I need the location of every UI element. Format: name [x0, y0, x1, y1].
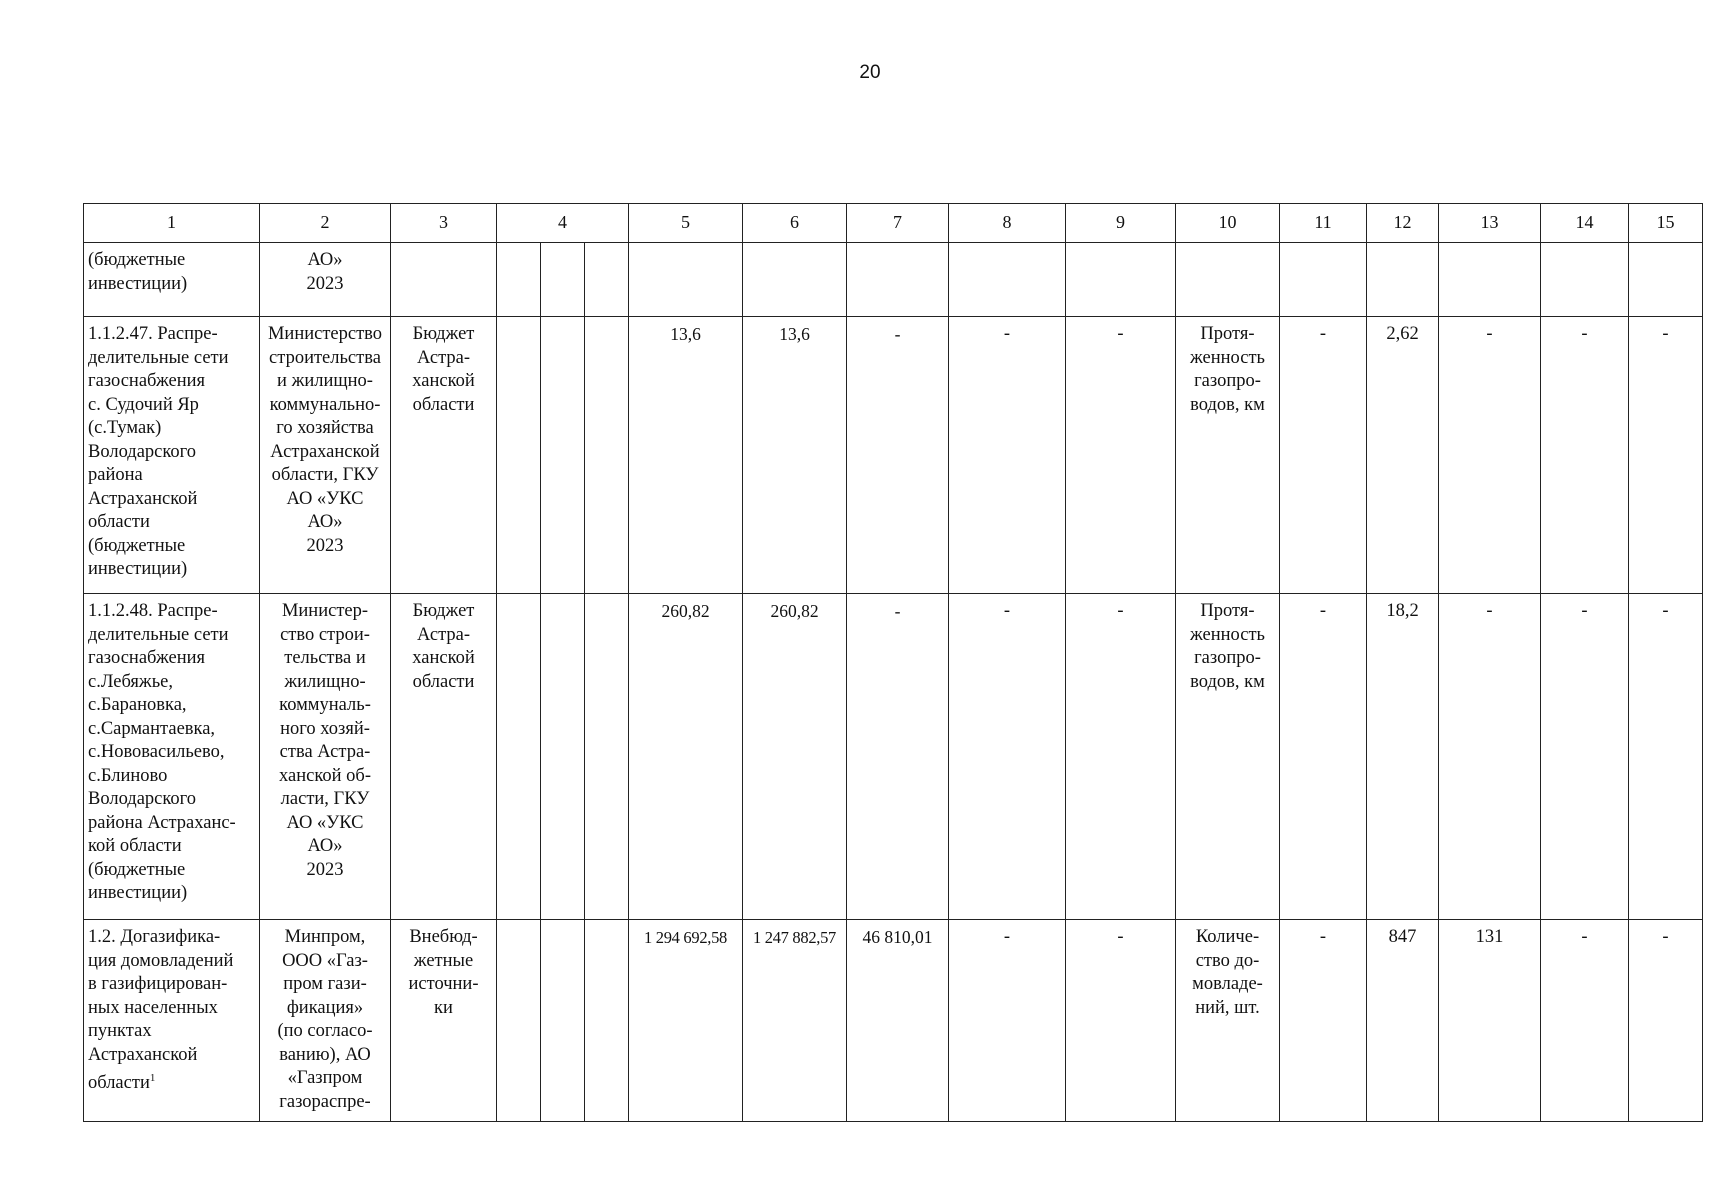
cell-col-12: 2,62	[1367, 317, 1439, 594]
header-cell-5: 5	[629, 204, 743, 243]
cell-col-3: Бюджет Астра- ханской области	[391, 317, 497, 594]
cell-col-8: -	[949, 594, 1066, 920]
cell-col-10: Протя- женность газопро- водов, км	[1176, 594, 1280, 920]
cell-col-7	[847, 243, 949, 317]
cell-col-9: -	[1066, 920, 1176, 1122]
cell-col-15: -	[1629, 920, 1703, 1122]
cell-col-12: 847	[1367, 920, 1439, 1122]
cell-col-14: -	[1541, 317, 1629, 594]
empty-subcolumn-4	[541, 920, 585, 1122]
cell-col-8: -	[949, 317, 1066, 594]
table-row	[84, 243, 1717, 317]
empty-subcolumn-4	[497, 920, 541, 1122]
cell-col-9: -	[1066, 317, 1176, 594]
cell-col-8	[949, 243, 1066, 317]
cell-col-13	[1439, 243, 1541, 317]
cell-col-6	[743, 243, 847, 317]
cell-col-11	[1280, 243, 1367, 317]
cell-col-2: АО» 2023	[260, 243, 391, 317]
cell-col-5	[629, 243, 743, 317]
cell-col-14: -	[1541, 594, 1629, 920]
cell-text: 1.2. Догазифика- ция домовладений в газифицирован- ных населенных пунктах Астраханской области	[88, 927, 234, 1094]
cell-col-6: 260,82	[743, 594, 847, 920]
cell-col-5: 13,6	[629, 317, 743, 594]
header-cell-11: 11	[1280, 204, 1367, 243]
cell-col-1: (бюджетные инвестиции)	[84, 243, 260, 317]
table-row	[84, 317, 1717, 594]
header-cell-12: 12	[1367, 204, 1439, 243]
header-cell-10: 10	[1176, 204, 1280, 243]
header-cell-13: 13	[1439, 204, 1541, 243]
empty-subcolumn-4	[585, 594, 629, 920]
cell-col-12	[1367, 243, 1439, 317]
empty-subcolumn-4	[585, 317, 629, 594]
cell-col-11: -	[1280, 317, 1367, 594]
cell-col-7: 46 810,01	[847, 920, 949, 1122]
empty-subcolumn-4	[585, 920, 629, 1122]
header-cell-4: 4	[497, 204, 629, 243]
empty-subcolumn-4	[585, 243, 629, 317]
cell-col-14	[1541, 243, 1629, 317]
header-cell-9: 9	[1066, 204, 1176, 243]
cell-col-11: -	[1280, 920, 1367, 1122]
cell-col-5: 260,82	[629, 594, 743, 920]
header-cell-7: 7	[847, 204, 949, 243]
cell-col-11: -	[1280, 594, 1367, 920]
empty-subcolumn-4	[497, 594, 541, 920]
cell-col-10	[1176, 243, 1280, 317]
empty-subcolumn-4	[541, 317, 585, 594]
cell-col-13: 131	[1439, 920, 1541, 1122]
cell-col-1: 1.1.2.47. Распре- делительные сети газоснабжения с. Судочий Яр (с.Тумак) Володарского района Астраханской области (бюджетные инвестиции)	[84, 317, 260, 594]
empty-subcolumn-4	[497, 317, 541, 594]
empty-subcolumn-4	[541, 594, 585, 920]
cell-col-12: 18,2	[1367, 594, 1439, 920]
empty-subcolumn-4	[541, 243, 585, 317]
cell-col-15: -	[1629, 594, 1703, 920]
cell-col-13: -	[1439, 317, 1541, 594]
cell-col-2: Министерство строительства и жилищно- коммунально- го хозяйства Астраханской области, ГКУ АО «УКС АО» 2023	[260, 317, 391, 594]
header-cell-14: 14	[1541, 204, 1629, 243]
cell-col-7: -	[847, 317, 949, 594]
header-cell-6: 6	[743, 204, 847, 243]
cell-col-3	[391, 243, 497, 317]
header-cell-2: 2	[260, 204, 391, 243]
header-row	[84, 204, 1717, 243]
empty-subcolumn-4	[497, 243, 541, 317]
header-cell-1: 1	[84, 204, 260, 243]
program-table	[83, 203, 1717, 1122]
cell-col-3: Бюджет Астра- ханской области	[391, 594, 497, 920]
cell-col-13: -	[1439, 594, 1541, 920]
cell-col-9	[1066, 243, 1176, 317]
cell-col-14: -	[1541, 920, 1629, 1122]
cell-col-6: 1 247 882,57	[743, 920, 847, 1122]
table-row	[84, 920, 1717, 1122]
page-number: 20	[859, 62, 881, 83]
cell-col-10: Количе- ство до- мовладе- ний, шт.	[1176, 920, 1280, 1122]
header-cell-15: 15	[1629, 204, 1703, 243]
cell-col-6: 13,6	[743, 317, 847, 594]
cell-col-5: 1 294 692,58	[629, 920, 743, 1122]
cell-col-1: 1.1.2.48. Распре- делительные сети газоснабжения с.Лебяжье, с.Барановка, с.Сармантаевка, с.Нововасильево, с.Блиново Володарского района Астраханс- кой области (бюджетные инвестиции)	[84, 594, 260, 920]
cell-col-10: Протя- женность газопро- водов, км	[1176, 317, 1280, 594]
header-cell-8: 8	[949, 204, 1066, 243]
cell-col-2: Минпром, ООО «Газ- пром гази- фикация» (по согласо- ванию), АО «Газпром газораспре-	[260, 920, 391, 1122]
cell-col-8: -	[949, 920, 1066, 1122]
cell-col-1	[84, 920, 260, 1122]
cell-col-3: Внебюд- жетные источни- ки	[391, 920, 497, 1122]
footnote-marker: 1	[149, 1072, 156, 1084]
table-row	[84, 594, 1717, 920]
cell-col-9: -	[1066, 594, 1176, 920]
cell-col-7: -	[847, 594, 949, 920]
cell-col-2: Министер- ство строи- тельства и жилищно- коммуналь- ного хозяй- ства Астра- ханской об- ласти, ГКУ АО «УКС АО» 2023	[260, 594, 391, 920]
cell-col-15: -	[1629, 317, 1703, 594]
cell-col-15	[1629, 243, 1703, 317]
header-cell-3: 3	[391, 204, 497, 243]
